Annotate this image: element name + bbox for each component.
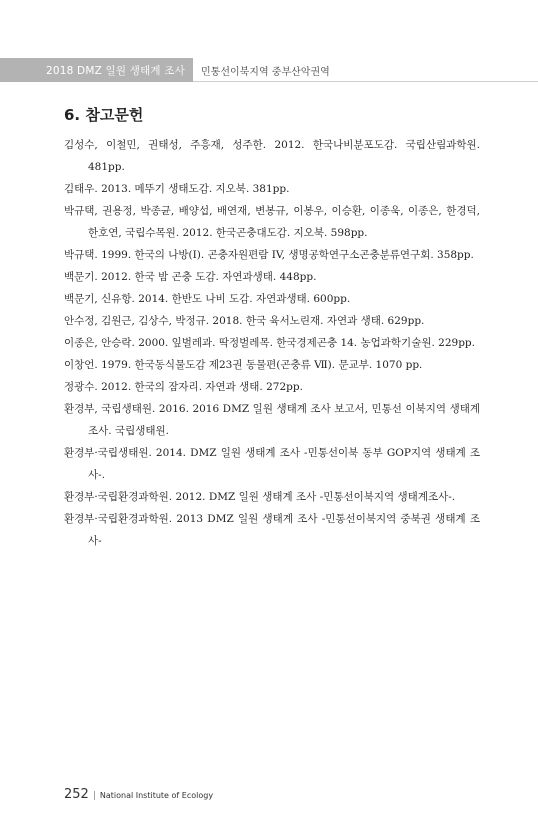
- page-number: 252: [64, 787, 89, 802]
- footer-separator: |: [92, 791, 96, 801]
- reference-list: [64, 134, 480, 552]
- reference-item: 백문기. 2012. 한국 밤 곤충 도감. 자연과생태. 448pp.: [64, 271, 317, 283]
- reference-item: 환경부·국립생태원. 2014. DMZ 일원 생태계 조사 -민통선이북 동부 GOP지역 생태계 조사-.: [64, 447, 480, 481]
- reference-item: 환경부, 국립생태원. 2016. 2016 DMZ 일원 생태계 조사 보고서, 민통선 이북지역 생태계 조사. 국립생태원.: [64, 403, 480, 437]
- section-title: 6. 참고문헌: [64, 106, 144, 124]
- reference-item: 박규택, 권용정, 박종균, 배양섭, 배연재, 변봉규, 이봉우, 이승환, 이종욱, 이종은, 한경덕, 한호연, 국립수목원. 2012. 한국곤충대도감. 지오북. 598pp.: [64, 205, 480, 239]
- header-report-tab: [0, 58, 193, 82]
- header-report-title: 2018 DMZ 일원 생태계 조사: [45, 65, 185, 77]
- reference-item: 환경부·국립환경과학원. 2013 DMZ 일원 생태계 조사 -민통선이북지역 중북권 생태계 조사-: [64, 513, 480, 547]
- header-chapter-title: 민통선이북지역 중부산악권역: [201, 67, 330, 78]
- reference-item: 박규택. 1999. 한국의 나방(I). 곤충자원편람 IV, 생명공학연구소곤충분류연구회. 358pp.: [64, 249, 474, 261]
- page-footer: [64, 783, 213, 802]
- reference-item: 정광수. 2012. 한국의 잠자리. 자연과 생태. 272pp.: [64, 381, 303, 393]
- reference-item: 김태우. 2013. 메뚜기 생태도감. 지오북. 381pp.: [64, 183, 290, 195]
- reference-item: 백문기, 신유항. 2014. 한반도 나비 도감. 자연과생태. 600pp.: [64, 293, 351, 305]
- reference-item: 김성수, 이철민, 권태성, 주흥재, 성주한. 2012. 한국나비분포도감. 국립산림과학원. 481pp.: [64, 139, 480, 173]
- reference-item: 환경부·국립환경과학원. 2012. DMZ 일원 생태계 조사 -민통선이북지역 생태계조사-.: [64, 491, 456, 503]
- running-header: [0, 58, 538, 82]
- reference-item: 이종은, 안승락. 2000. 잎벌레과. 딱정벌레목. 한국경제곤충 14. 농업과학기술원. 229pp.: [64, 337, 475, 349]
- reference-item: 안수정, 김원근, 김상수, 박정규. 2018. 한국 육서노린재. 자연과 생태. 629pp.: [64, 315, 425, 327]
- reference-item: 이창언. 1979. 한국동식물도감 제23권 동물편(곤충류 Ⅶ). 문교부. 1070 pp.: [64, 359, 423, 371]
- institute-name: National Institute of Ecology: [99, 791, 214, 800]
